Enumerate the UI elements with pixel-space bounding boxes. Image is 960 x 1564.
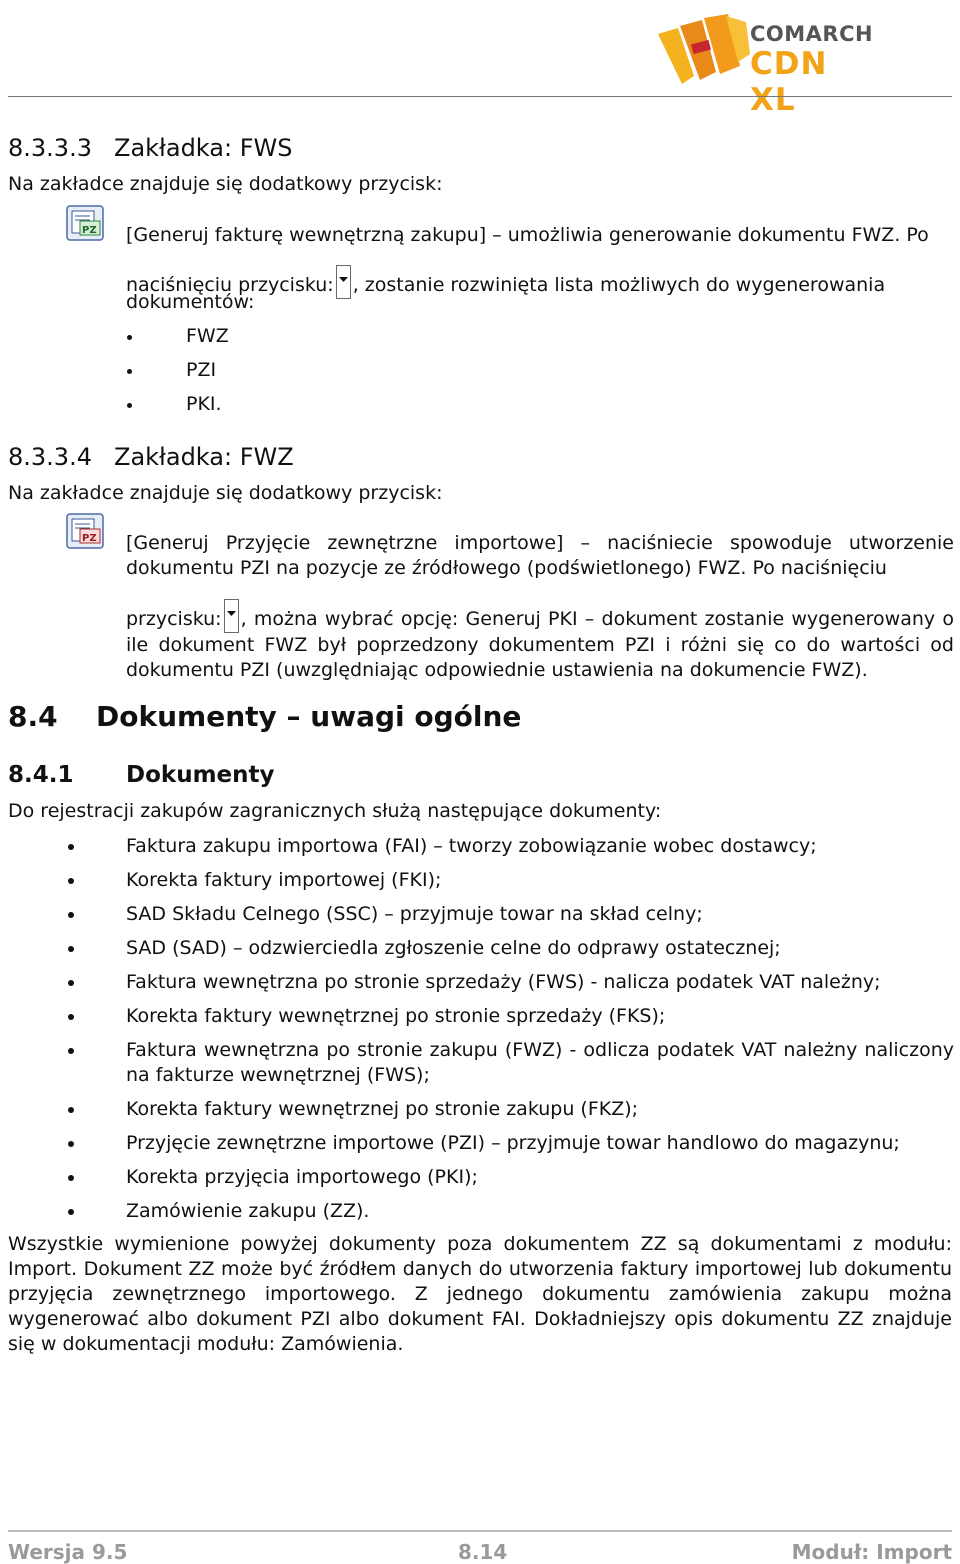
bullet <box>68 1141 74 1147</box>
subsection-number: 8.4.1 <box>8 762 74 788</box>
generate-pzi-button-icon[interactable] <box>66 513 104 549</box>
svg-text:PZ: PZ <box>82 225 97 236</box>
section-title: Zakładka: FWS <box>114 134 293 162</box>
list-item-text: Faktura zakupu importowa (FAI) – tworzy zobowiązanie wobec dostawcy; <box>126 835 817 857</box>
logo-text-comarch: COMARCH <box>750 22 874 46</box>
list-item <box>186 324 954 349</box>
list-item-text: PKI. <box>186 393 222 415</box>
documents-closing-paragraph: Wszystkie wymienione powyżej dokumenty poza dokumentem ZZ są dokumentami z modułu: Import. Dokument ZZ może być źródłem danych do utworzenia faktury importowej lub dokumentu przyjęcia zewnętrznego importowego. Z jednego dokumentu zamówienia zakupu można wygenerować albo dokument PZI albo dokument FAI. Dokładniejszy opis dokumentu ZZ znajduje się w dokumentacji modułu: Zamówienia. <box>8 1233 952 1355</box>
section-intro: Na zakładce znajduje się dodatkowy przycisk: <box>8 173 443 195</box>
bullet <box>68 1014 74 1020</box>
list-item-text: Korekta faktury wewnętrznej po stronie zakupu (FKZ); <box>126 1098 639 1120</box>
list-item-text: Korekta faktury importowej (FKI); <box>126 869 442 891</box>
chevron-down-icon <box>224 599 239 633</box>
fws-press-tail: , zostanie rozwinięta lista możliwych do wygenerowania <box>352 274 886 296</box>
fwz-description-line2 <box>126 599 954 683</box>
list-item-text: Faktura wewnętrzna po stronie zakupu (FWZ) - odlicza podatek VAT należny naliczony na fakturze wewnętrznej (FWS); <box>126 1039 954 1086</box>
list-item <box>126 1199 954 1224</box>
bullet <box>68 878 74 884</box>
list-item <box>126 1131 954 1156</box>
footer-page-number: 8.14 <box>458 1540 508 1564</box>
footer-module: Moduł: Import <box>791 1540 952 1564</box>
bullet <box>68 1175 74 1181</box>
list-item <box>186 358 954 383</box>
footer-rule <box>8 1530 952 1532</box>
list-item <box>126 868 954 893</box>
bullet <box>68 844 74 850</box>
bullet <box>68 912 74 918</box>
fwz-press-label: przycisku: <box>126 608 222 630</box>
footer-version: Wersja 9.5 <box>8 1540 128 1564</box>
bullet <box>68 1048 74 1054</box>
bullet <box>68 1209 74 1215</box>
bullet <box>68 980 74 986</box>
chapter-number: 8.4 <box>8 700 58 733</box>
list-item-text: Zamówienie zakupu (ZZ). <box>126 1200 370 1222</box>
bullet <box>127 335 132 340</box>
list-item <box>186 392 954 417</box>
list-item-text: FWZ <box>186 325 229 347</box>
section-title: Zakładka: FWZ <box>114 443 294 471</box>
logo-text-cdnxl: CDN XL <box>750 46 828 118</box>
list-item <box>126 1038 954 1088</box>
list-item <box>126 1004 954 1029</box>
comarch-logo <box>654 14 874 118</box>
list-item <box>126 1097 954 1122</box>
bullet <box>127 403 132 408</box>
comarch-logo-icon <box>654 14 754 90</box>
list-item-text: SAD (SAD) – odzwierciedla zgłoszenie celne do odprawy ostatecznej; <box>126 937 781 959</box>
list-item-text: SAD Składu Celnego (SSC) – przyjmuje towar na skład celny; <box>126 903 703 925</box>
list-item-text: PZI <box>186 359 217 381</box>
list-item-text: Faktura wewnętrzna po stronie sprzedaży (FWS) - nalicza podatek VAT należny; <box>126 971 881 993</box>
list-item <box>126 970 954 995</box>
list-item <box>126 1165 954 1190</box>
svg-text:PZ: PZ <box>82 533 97 544</box>
list-item-text: Korekta faktury wewnętrznej po stronie sprzedaży (FKS); <box>126 1005 666 1027</box>
dropdown-arrow-button[interactable] <box>224 599 239 633</box>
bullet <box>68 946 74 952</box>
section-heading-fwz <box>8 443 294 471</box>
fws-description-line3: dokumentów: <box>126 291 255 313</box>
list-item <box>126 834 954 859</box>
fwz-description-line1: [Generuj Przyjęcie zewnętrzne importowe] – naciśniecie spowoduje utworzenie dokumentu PZI na pozycje ze źródłowego (podświetlonego) FWZ. Po naciśnięciu <box>126 532 954 579</box>
fws-description-line1: [Generuj fakturę wewnętrzną zakupu] – umożliwia generowanie dokumentu FWZ. Po <box>126 224 929 246</box>
list-item <box>126 902 954 927</box>
generate-fwz-button-icon[interactable] <box>66 205 104 241</box>
chapter-title: Dokumenty – uwagi ogólne <box>96 700 522 733</box>
list-item-text: Przyjęcie zewnętrzne importowe (PZI) – przyjmuje towar handlowo do magazynu; <box>126 1132 900 1154</box>
subsection-title: Dokumenty <box>126 762 275 788</box>
list-item <box>126 936 954 961</box>
fws-press-label: naciśnięciu przycisku: <box>126 274 334 296</box>
bullet <box>68 1107 74 1113</box>
chapter-heading <box>8 700 521 733</box>
section-number: 8.3.3.3 <box>8 134 92 162</box>
documents-intro: Do rejestracji zakupów zagranicznych służą następujące dokumenty: <box>8 800 662 822</box>
list-item-text: Korekta przyjęcia importowego (PKI); <box>126 1166 478 1188</box>
section-intro: Na zakładce znajduje się dodatkowy przycisk: <box>8 482 443 504</box>
header-rule <box>8 96 952 97</box>
section-number: 8.3.3.4 <box>8 443 92 471</box>
fwz-press-tail: , można wybrać opcję: Generuj PKI – dokument zostanie wygenerowany o ile dokument FWZ był poprzedzony dokumentem PZI i różni się co do wartości od dokumentu PZI (uwzględniając odpowiednie ustawienia na dokumencie FWZ). <box>126 608 954 681</box>
section-heading-fws <box>8 134 292 162</box>
subsection-heading <box>8 762 275 788</box>
bullet <box>127 369 132 374</box>
